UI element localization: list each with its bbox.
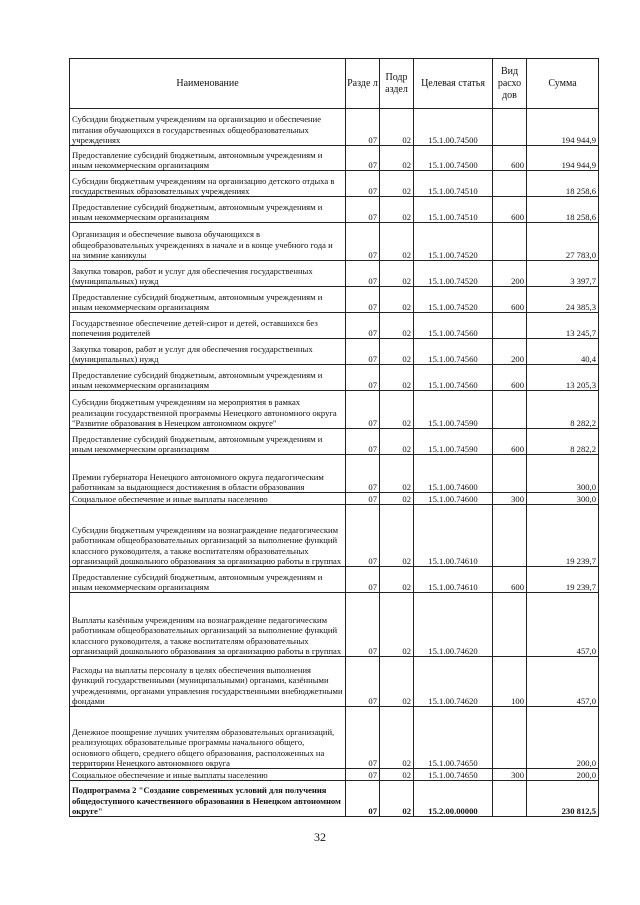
cell-razdel: 07 [346, 429, 380, 455]
cell-podrazdel: 02 [380, 593, 414, 657]
cell-razdel: 07 [346, 493, 380, 505]
table-row [70, 261, 599, 287]
table-row [70, 171, 599, 197]
cell-name: Субсидии бюджетным учреждениям на мероприятия в рамках реализации государственной программы Ненецкого автономного округа "Развитие образования в Ненецком автономном округе" [70, 391, 346, 429]
cell-razdel: 07 [346, 455, 380, 493]
cell-razdel: 07 [346, 109, 380, 146]
cell-razdel: 07 [346, 313, 380, 339]
cell-vid [493, 781, 527, 817]
cell-name: Предоставление субсидий бюджетным, автономным учреждениям и иным некоммерческим организациям [70, 429, 346, 455]
cell-sum: 8 282,2 [527, 429, 599, 455]
table-row [70, 493, 599, 505]
cell-podrazdel: 02 [380, 339, 414, 365]
cell-sum: 200,0 [527, 769, 599, 781]
table-body [70, 109, 599, 817]
cell-target: 15.2.00.00000 [414, 781, 493, 817]
table-row [70, 505, 599, 567]
cell-sum: 457,0 [527, 657, 599, 707]
table-row [70, 657, 599, 707]
cell-vid: 600 [493, 146, 527, 171]
cell-vid [493, 505, 527, 567]
page-number: 32 [314, 830, 326, 844]
cell-vid [493, 455, 527, 493]
cell-vid [493, 707, 527, 769]
cell-podrazdel: 02 [380, 429, 414, 455]
cell-sum: 8 282,2 [527, 391, 599, 429]
cell-target: 15.1.00.74560 [414, 339, 493, 365]
cell-sum: 13 245,7 [527, 313, 599, 339]
cell-sum: 19 239,7 [527, 505, 599, 567]
cell-name: Государственное обеспечение детей-сирот и детей, оставшихся без попечения родителей [70, 313, 346, 339]
cell-name: Денежное поощрение лучших учителям образовательных организаций, реализующих образовательные программы начального общего, основного общего, среднего общего образования, расположенных на территории Ненецкого автономного округа [70, 707, 346, 769]
cell-vid: 100 [493, 657, 527, 707]
cell-sum: 300,0 [527, 455, 599, 493]
header-row [70, 59, 599, 109]
cell-name: Выплаты казённым учреждениям на вознаграждение педагогическим работникам общеобразовательных организаций за выполнение функций классного руководителя, а также воспитателям образовательных организаций дошкольного образования за организацию работы в группах [70, 593, 346, 657]
cell-target: 15.1.00.74560 [414, 365, 493, 391]
table-row [70, 707, 599, 769]
cell-podrazdel: 02 [380, 391, 414, 429]
cell-name: Предоставление субсидий бюджетным, автономным учреждениям и иным некоммерческим организациям [70, 287, 346, 313]
cell-sum: 18 258,6 [527, 171, 599, 197]
cell-target: 15.1.00.74520 [414, 261, 493, 287]
cell-target: 15.1.00.74520 [414, 287, 493, 313]
header-target: Целевая статья [414, 59, 493, 109]
cell-razdel: 07 [346, 567, 380, 593]
table-row [70, 429, 599, 455]
cell-podrazdel: 02 [380, 313, 414, 339]
cell-sum: 3 397,7 [527, 261, 599, 287]
cell-podrazdel: 02 [380, 781, 414, 817]
cell-name: Организация и обеспечение вывоза обучающихся в общеобразовательных учреждениях в начале и в конце учебного года и на зимние каникулы [70, 223, 346, 261]
header-name: Наименование [70, 59, 346, 109]
cell-vid: 200 [493, 261, 527, 287]
cell-sum: 13 205,3 [527, 365, 599, 391]
table-row [70, 109, 599, 146]
cell-target: 15.1.00.74500 [414, 146, 493, 171]
cell-razdel: 07 [346, 197, 380, 223]
cell-razdel: 07 [346, 339, 380, 365]
cell-vid: 600 [493, 365, 527, 391]
cell-vid [493, 391, 527, 429]
cell-podrazdel: 02 [380, 657, 414, 707]
cell-podrazdel: 02 [380, 287, 414, 313]
cell-podrazdel: 02 [380, 146, 414, 171]
cell-razdel: 07 [346, 505, 380, 567]
table-row [70, 391, 599, 429]
cell-razdel: 07 [346, 593, 380, 657]
cell-sum: 230 812,5 [527, 781, 599, 817]
cell-vid: 200 [493, 339, 527, 365]
cell-sum: 200,0 [527, 707, 599, 769]
cell-sum: 40,4 [527, 339, 599, 365]
cell-sum: 457,0 [527, 593, 599, 657]
cell-podrazdel: 02 [380, 197, 414, 223]
cell-razdel: 07 [346, 781, 380, 817]
cell-name: Предоставление субсидий бюджетным, автономным учреждениям и иным некоммерческим организациям [70, 567, 346, 593]
cell-name: Закупка товаров, работ и услуг для обеспечения государственных (муниципальных) нужд [70, 261, 346, 287]
cell-podrazdel: 02 [380, 171, 414, 197]
budget-table [69, 58, 599, 817]
cell-razdel: 07 [346, 223, 380, 261]
cell-razdel: 07 [346, 287, 380, 313]
cell-vid: 600 [493, 287, 527, 313]
cell-vid: 300 [493, 493, 527, 505]
cell-podrazdel: 02 [380, 493, 414, 505]
cell-target: 15.1.00.74590 [414, 429, 493, 455]
cell-sum: 27 783,0 [527, 223, 599, 261]
cell-vid [493, 223, 527, 261]
table-row [70, 313, 599, 339]
cell-vid: 600 [493, 197, 527, 223]
cell-razdel: 07 [346, 707, 380, 769]
table-row [70, 593, 599, 657]
cell-razdel: 07 [346, 171, 380, 197]
cell-podrazdel: 02 [380, 109, 414, 146]
cell-vid [493, 313, 527, 339]
table-row [70, 223, 599, 261]
document-page [69, 58, 598, 817]
table-row [70, 567, 599, 593]
cell-podrazdel: 02 [380, 455, 414, 493]
cell-target: 15.1.00.74600 [414, 493, 493, 505]
cell-name: Социальное обеспечение и иные выплаты населению [70, 769, 346, 781]
cell-razdel: 07 [346, 146, 380, 171]
cell-name: Субсидии бюджетным учреждениям на вознаграждение педагогическим работникам общеобразовательных организаций за выполнение функций классного руководителя, а также воспитателям образовательных организаций дошкольного образования за организацию работы в группах [70, 505, 346, 567]
header-vid: Вид расхо дов [493, 59, 527, 109]
cell-target: 15.1.00.74500 [414, 109, 493, 146]
cell-target: 15.1.00.74610 [414, 567, 493, 593]
cell-name: Подпрограмма 2 "Создание современных условий для получения общедоступного качественного образования в Ненецком автономном округе" [70, 781, 346, 817]
cell-target: 15.1.00.74650 [414, 769, 493, 781]
cell-razdel: 07 [346, 261, 380, 287]
cell-target: 15.1.00.74510 [414, 171, 493, 197]
cell-vid [493, 171, 527, 197]
cell-target: 15.1.00.74520 [414, 223, 493, 261]
table-row [70, 365, 599, 391]
table-row [70, 197, 599, 223]
cell-vid: 600 [493, 429, 527, 455]
cell-podrazdel: 02 [380, 261, 414, 287]
cell-vid: 300 [493, 769, 527, 781]
cell-sum: 194 944,9 [527, 146, 599, 171]
cell-razdel: 07 [346, 391, 380, 429]
header-razdel: Разде л [346, 59, 380, 109]
cell-name: Предоставление субсидий бюджетным, автономным учреждениям и иным некоммерческим организациям [70, 197, 346, 223]
cell-target: 15.1.00.74620 [414, 657, 493, 707]
cell-target: 15.1.00.74610 [414, 505, 493, 567]
cell-sum: 18 258,6 [527, 197, 599, 223]
cell-podrazdel: 02 [380, 769, 414, 781]
table-row [70, 146, 599, 171]
cell-podrazdel: 02 [380, 365, 414, 391]
header-podrazdel: Подр аздел [380, 59, 414, 109]
table-row [70, 287, 599, 313]
cell-podrazdel: 02 [380, 707, 414, 769]
table-row [70, 769, 599, 781]
cell-target: 15.1.00.74510 [414, 197, 493, 223]
cell-sum: 24 385,3 [527, 287, 599, 313]
cell-vid [493, 593, 527, 657]
cell-target: 15.1.00.74590 [414, 391, 493, 429]
cell-sum: 194 944,9 [527, 109, 599, 146]
cell-razdel: 07 [346, 769, 380, 781]
cell-name: Предоставление субсидий бюджетным, автономным учреждениям и иным некоммерческим организациям [70, 146, 346, 171]
cell-podrazdel: 02 [380, 567, 414, 593]
cell-target: 15.1.00.74600 [414, 455, 493, 493]
cell-target: 15.1.00.74650 [414, 707, 493, 769]
table-row [70, 781, 599, 817]
cell-target: 15.1.00.74560 [414, 313, 493, 339]
cell-name: Закупка товаров, работ и услуг для обеспечения государственных (муниципальных) нужд [70, 339, 346, 365]
cell-razdel: 07 [346, 365, 380, 391]
cell-podrazdel: 02 [380, 505, 414, 567]
cell-name: Премии губернатора Ненецкого автономного округа педагогическим работникам за выдающиеся достижения в области образования [70, 455, 346, 493]
cell-target: 15.1.00.74620 [414, 593, 493, 657]
cell-vid [493, 109, 527, 146]
cell-sum: 19 239,7 [527, 567, 599, 593]
cell-name: Социальное обеспечение и иные выплаты населению [70, 493, 346, 505]
cell-name: Субсидии бюджетным учреждениям на организацию и обеспечение питания обучающихся в государственных общеобразовательных учреждениях [70, 109, 346, 146]
cell-razdel: 07 [346, 657, 380, 707]
cell-name: Предоставление субсидий бюджетным, автономным учреждениям и иным некоммерческим организациям [70, 365, 346, 391]
header-sum: Сумма [527, 59, 599, 109]
cell-name: Расходы на выплаты персоналу в целях обеспечения выполнения функций государственными (муниципальными) органами, казёнными учреждениями, органами управления государственными внебюджетными фондами [70, 657, 346, 707]
cell-podrazdel: 02 [380, 223, 414, 261]
table-row [70, 455, 599, 493]
cell-sum: 300,0 [527, 493, 599, 505]
cell-name: Субсидии бюджетным учреждениям на организацию детского отдыха в государственных образовательных учреждениях [70, 171, 346, 197]
cell-vid: 600 [493, 567, 527, 593]
table-row [70, 339, 599, 365]
